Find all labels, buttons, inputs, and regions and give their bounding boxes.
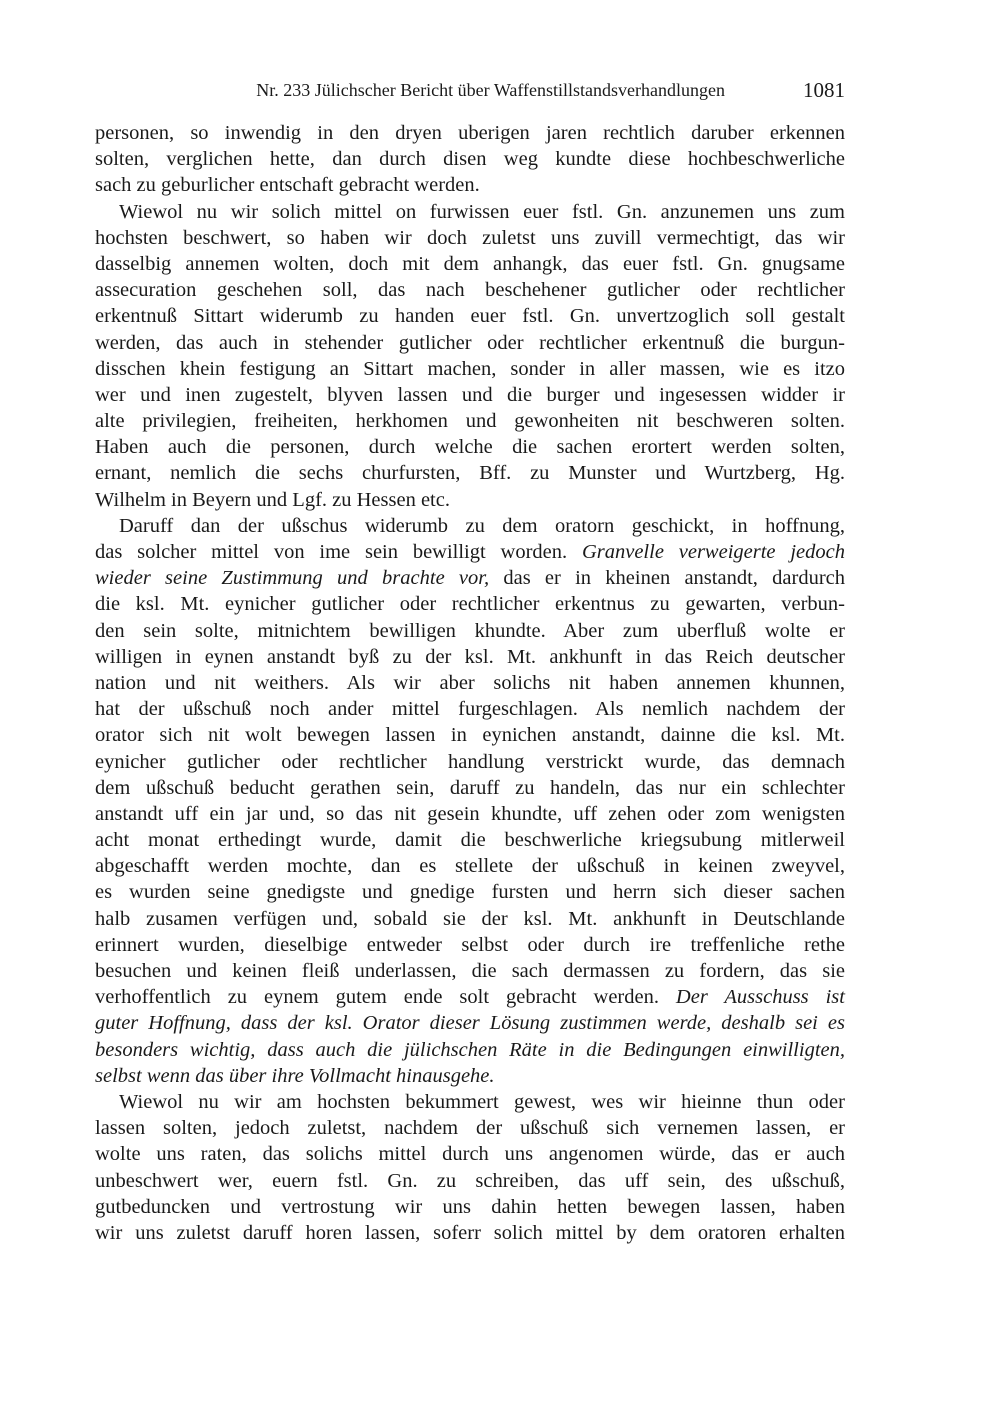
source-text: erkentnuß Sittart widerumb zu handen euer fstl. Gn. unvertzoglich soll gestalt <box>95 305 845 328</box>
source-text: den sein solte, mitnichtem bewilligen khundte. Aber zum uberfluß wolte er <box>95 619 845 642</box>
text-line <box>95 749 845 775</box>
text-line <box>95 487 845 513</box>
text-line <box>95 1037 845 1063</box>
source-text: hat der ußschuß noch ander mittel furgeschlagen. Als nemlich nachdem der <box>95 698 845 721</box>
text-line <box>95 696 845 722</box>
paragraph <box>95 199 845 513</box>
text-line <box>95 434 845 460</box>
text-line <box>95 251 845 277</box>
text-line <box>95 958 845 984</box>
source-text: hochsten beschwert, so haben wir doch zuletst uns zuvill vermechtigt, das wir <box>95 226 845 249</box>
source-text: die ksl. Mt. eynicher gutlicher oder rechtlicher erkentnus zu gewarten, verbun- <box>95 593 845 616</box>
paragraph <box>95 513 845 1089</box>
text-line <box>95 225 845 251</box>
source-text: Haben auch die personen, durch welche die sachen erortert werden solten, <box>95 436 845 459</box>
source-text: personen, so inwendig in den dryen uberigen jaren rechtlich daruber erkennen <box>95 122 845 144</box>
source-text: werden, das auch in stehender gutlicher oder rechtlicher erkentnuß die burgun- <box>95 331 845 354</box>
text-line <box>95 853 845 879</box>
source-text: das solcher mittel von ime sein bewilligt worden. <box>95 541 582 563</box>
text-line <box>95 1063 845 1089</box>
body-text <box>95 120 845 1246</box>
running-title: Nr. 233 Jülichscher Bericht über Waffenstillstandsverhandlungen <box>256 80 725 100</box>
source-text: assecuration geschehen soll, das nach beschehener gutlicher oder rechtlicher <box>95 279 845 302</box>
source-text: disschen khein festigung an Sittart machen, sonder in aller massen, wie es itzo <box>95 357 845 380</box>
source-text: anstandt uff ein jar und, so das nit gesein khundte, uff zehen oder zom wenigsten <box>95 802 845 825</box>
text-line <box>95 356 845 382</box>
source-text: alte privilegien, freiheiten, herkhomen und gewonheiten nit beschweren solten. <box>95 410 845 433</box>
italic-editorial-text: wieder seine Zustimmung und brachte vor, <box>95 567 490 590</box>
text-line <box>95 1089 845 1115</box>
text-line <box>95 277 845 303</box>
source-text: nation und nit weithers. Als wir aber solichs nit haben annemen khunnen, <box>95 671 845 694</box>
text-line <box>95 670 845 696</box>
source-text: Wiewol nu wir solich mittel on furwissen euer fstl. Gn. anzunemen uns zum <box>119 200 845 223</box>
source-text: erinnert wurden, dieselbige entweder selbst oder durch ire treffenliche rethe <box>95 933 845 956</box>
text-line <box>95 330 845 356</box>
text-line <box>95 382 845 408</box>
source-text: besuchen und keinen fleiß underlassen, die sach dermassen zu fordern, das sie <box>95 960 845 982</box>
source-text: gutbeduncken und vertrostung wir uns dahin hetten bewegen lassen, haben <box>95 1195 845 1218</box>
text-line <box>95 618 845 644</box>
text-line <box>95 146 845 172</box>
source-text: orator sich nit wolt bewegen lassen in eynichen anstandt, dainne die ksl. Mt. <box>95 724 845 747</box>
source-text: Daruff dan der ußschus widerumb zu dem oratorn geschickt, in hoffnung, <box>119 514 845 537</box>
italic-editorial-text: besonders wichtig, dass auch die jülichschen Räte in die Bedingungen einwilligten, <box>95 1038 845 1061</box>
text-line <box>95 408 845 434</box>
text-line <box>95 722 845 748</box>
text-line <box>95 1141 845 1167</box>
text-line <box>95 644 845 670</box>
source-text: es wurden seine gnedigste und gnedige fursten und herrn sich dieser sachen <box>95 881 845 904</box>
source-text: acht monat erthedingt wurde, damit die beschwerliche kriegsubung mitlerweil <box>95 829 845 852</box>
text-line <box>95 984 845 1010</box>
source-text: halb zusamen verfügen und, sobald sie der ksl. Mt. ankhunft in Deutschlande <box>95 907 845 930</box>
source-text: sach zu geburlicher entschaft gebracht werden. <box>95 174 480 197</box>
source-text: dasselbig annemen wolten, doch mit dem anhangk, das euer fstl. Gn. gnugsame <box>95 252 845 275</box>
text-line <box>95 591 845 617</box>
italic-editorial-text: Der Ausschuss ist <box>675 986 845 1009</box>
paragraph <box>95 1089 845 1246</box>
italic-editorial-text: selbst wenn das über ihre Vollmacht hinausgehe. <box>95 1064 495 1087</box>
source-text: lassen solten, jedoch zuletst, nachdem der ußschuß sich vernemen lassen, er <box>95 1117 845 1140</box>
text-line <box>95 303 845 329</box>
page-number: 1081 <box>803 78 845 102</box>
text-line <box>95 172 845 198</box>
source-text: dem ußschuß beducht gerathen sein, daruff zu handeln, das nur ein schlechter <box>95 776 845 799</box>
text-line <box>95 1115 845 1141</box>
source-text: abgeschafft werden mochte, dan es stellete der ußschuß in keinen zweyvel, <box>95 855 845 878</box>
source-text: Wiewol nu wir am hochsten bekummert gewest, wes wir hieinne thun oder <box>119 1090 845 1113</box>
text-line <box>95 827 845 853</box>
italic-editorial-text: Granvelle verweigerte jedoch <box>581 541 845 563</box>
source-text: willigen in eynen anstandt byß zu der ksl. Mt. ankhunft in das Reich deutscher <box>95 645 845 668</box>
source-text: das er in kheinen anstandt, dardurch <box>489 567 845 590</box>
text-line <box>95 801 845 827</box>
paragraph <box>95 120 845 199</box>
source-text: Wilhelm in Beyern und Lgf. zu Hessen etc. <box>95 488 450 511</box>
text-line <box>95 1168 845 1194</box>
source-text: verhoffentlich zu eynem gutem ende solt gebracht werden. <box>95 986 676 1009</box>
source-text: ernant, nemlich die sechs churfursten, Bff. zu Munster und Wurtzberg, Hg. <box>95 462 845 485</box>
source-text: solten, verglichen hette, dan durch disen weg kundte diese hochbeschwerliche <box>95 148 845 171</box>
text-line <box>95 932 845 958</box>
text-line <box>95 539 845 565</box>
text-line <box>95 460 845 486</box>
text-line <box>95 1194 845 1220</box>
source-text: wolte uns raten, das solichs mittel durch uns angenomen würde, das er auch <box>95 1143 845 1166</box>
text-line <box>95 120 845 146</box>
text-line <box>95 879 845 905</box>
text-line <box>95 513 845 539</box>
text-line <box>95 1220 845 1246</box>
text-line <box>95 199 845 225</box>
text-line <box>95 1010 845 1036</box>
text-line <box>95 906 845 932</box>
source-text: eynicher gutlicher oder rechtlicher handlung verstrickt wurde, das demnach <box>95 750 845 773</box>
italic-editorial-text: guter Hoffnung, dass der ksl. Orator dieser Lösung zustimmen werde, deshalb sei es <box>95 1012 845 1035</box>
text-line <box>95 775 845 801</box>
source-text: unbeschwert wer, euern fstl. Gn. zu schreiben, das uff sein, des ußschuß, <box>95 1169 845 1192</box>
running-header <box>95 80 845 106</box>
source-text: wer und inen zugestelt, blyven lassen und die burger und ingesessen widder ir <box>95 383 845 406</box>
source-text: wir uns zuletst daruff horen lassen, soferr solich mittel by dem oratoren erhalten <box>95 1221 845 1244</box>
text-line <box>95 565 845 591</box>
